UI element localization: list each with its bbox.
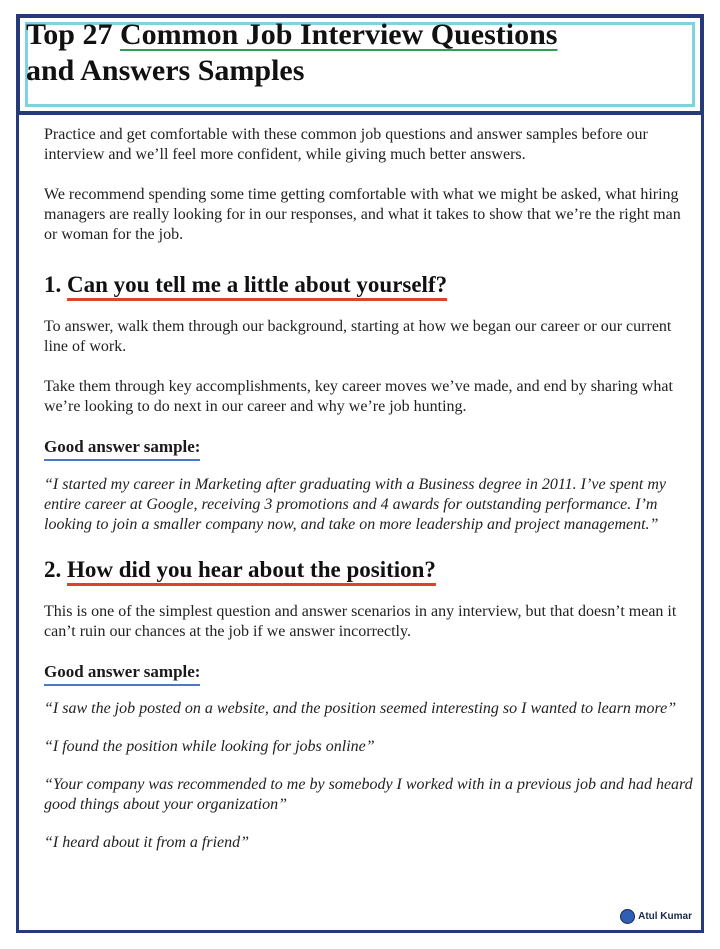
page-title	[26, 17, 666, 89]
q1-paragraph-2: Take them through key accomplishments, key career moves we’ve made, and end by sharing what we’re looking to do next in our career and why we’re job hunting.	[44, 378, 673, 415]
q2-sample-label: Good answer sample:	[44, 661, 200, 686]
q1-paragraph-1: To answer, walk them through our background, starting at how we began our career or our current line of work.	[44, 318, 672, 355]
question-1-heading	[44, 271, 694, 299]
q2-paragraph: This is one of the simplest question and answer scenarios in any interview, but that doesn’t mean it can’t ruin our chances at the job if we answer incorrectly.	[44, 603, 677, 640]
title-prefix: Top 27	[26, 18, 120, 51]
intro-paragraph-2: We recommend spending some time getting comfortable with what we might be asked, what hiring managers are really looking for in our responses, and what it takes to show that we’re the right man or woman for the job.	[44, 186, 681, 243]
q1-sample-label: Good answer sample:	[44, 436, 200, 461]
brand-logo	[620, 909, 692, 924]
question-2-number: 2.	[44, 557, 62, 582]
title-line2: and Answers Samples	[26, 54, 305, 87]
question-2-text: How did you hear about the position?	[67, 557, 436, 582]
question-2-heading	[44, 556, 694, 584]
article-body	[44, 125, 694, 853]
q1-sample-answer: “I started my career in Marketing after graduating with a Business degree in 2011. I’ve spent my entire career at Google, receiving 3 promotions and 4 awards for outstanding performance. I’m looking to join a smaller company now, and take on more leadership and project management.”	[44, 476, 666, 533]
brand-name: Atul Kumar	[638, 911, 692, 922]
q2-sample-2: “I found the position while looking for jobs online”	[44, 738, 375, 755]
question-1-text: Can you tell me a little about yourself?	[67, 272, 448, 297]
q2-sample-1: “I saw the job posted on a website, and the position seemed interesting so I wanted to learn more”	[44, 700, 677, 717]
brand-logo-icon	[620, 909, 635, 924]
q2-sample-3: “Your company was recommended to me by somebody I worked with in a previous job and had heard good things about your organization”	[44, 776, 693, 813]
title-underlined: Common Job Interview Questions	[119, 18, 558, 51]
question-1-number: 1.	[44, 272, 62, 297]
q2-sample-4: “I heard about it from a friend”	[44, 834, 250, 851]
intro-paragraph-1: Practice and get comfortable with these common job questions and answer samples before our interview and we’ll feel more confident, while giving much better answers.	[44, 126, 648, 163]
